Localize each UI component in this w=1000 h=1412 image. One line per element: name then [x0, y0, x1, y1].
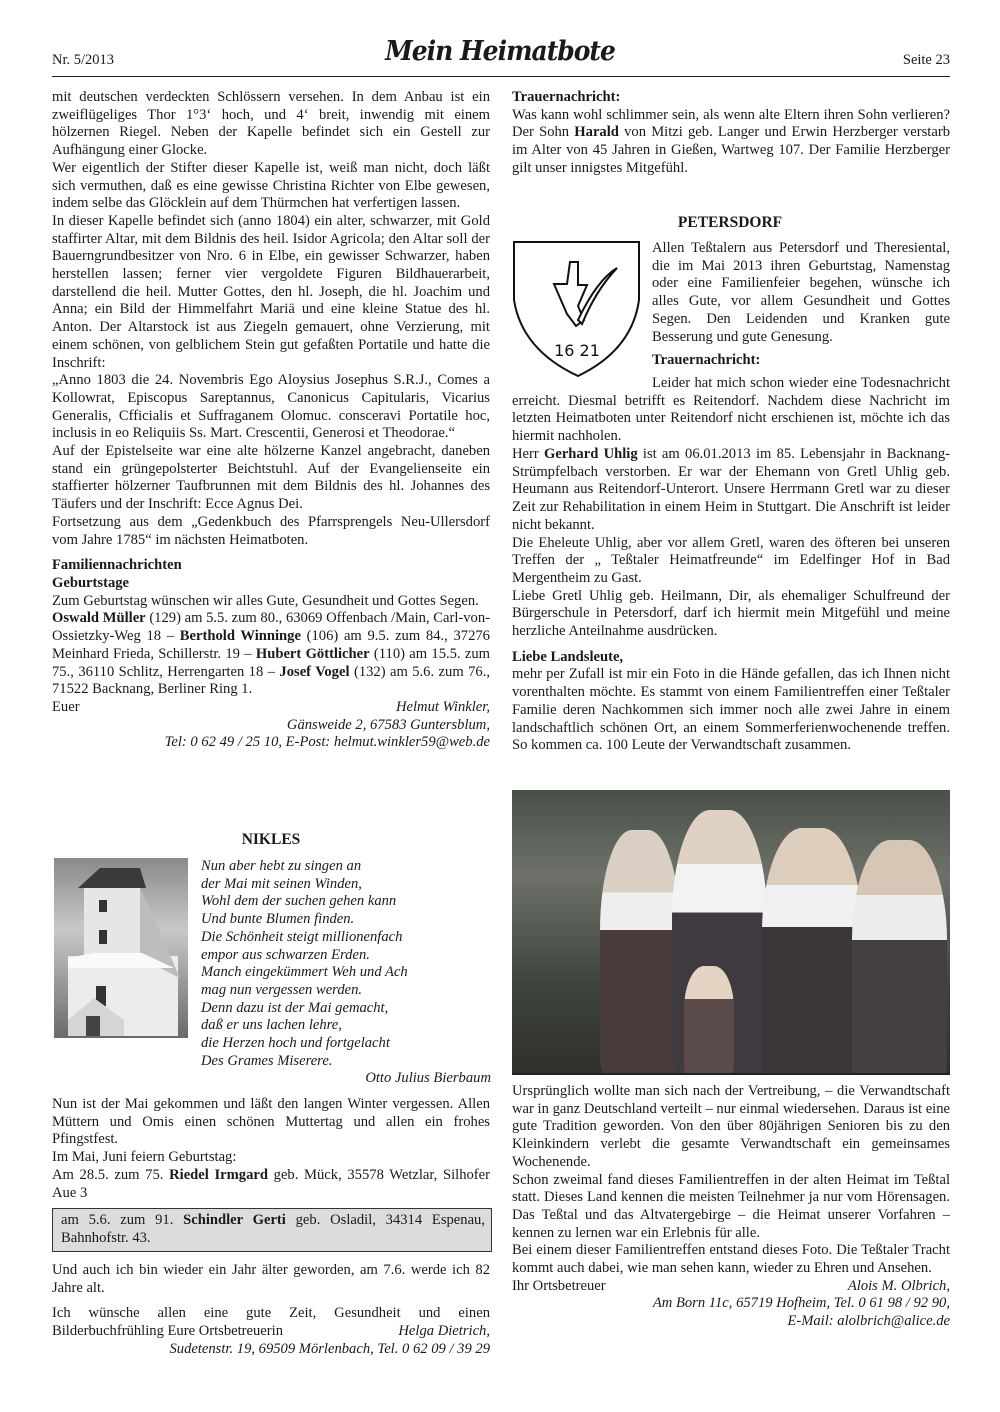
obituary-text: Herr — [512, 446, 544, 462]
photo-child — [684, 966, 734, 1075]
birthday-details: geb. Mück, 35578 Wetzlar, Silhofer Aue 3 — [52, 1166, 491, 1201]
poem-author: Otto Julius Bierbaum — [365, 1070, 491, 1087]
birthday-details: geb. Osladil, 34314 Espenau, Bahnhofstr. 43. — [61, 1212, 485, 1246]
birthday-details: (106) am 9.5. zum 84., 37276 Meinhard Frieda, Schillerstr. 19 – — [52, 628, 490, 662]
chapel-paragraph: Auf der Epistelseite war eine alte hölzerne Kanzel angebracht, daneben stand ein grüngepolsterter Beichtstuhl. Auf der Evangelienseite ein staffierter hölzerner Taufbrunnen mit dem Bildnis des hl. Johannes des Täufers und der Inschrift: Ecce Agnus Dei. — [52, 443, 490, 513]
article-paragraph: Ursprünglich wollte man sich nach der Vertreibung, – die Verwandtschaft war in ganz Deutschland verteilt – nur einmal wiedersehen. Daraus ist eine gute Tradition geworden. Von den über 80jährigen Senioren bis zu den Kleinkindern verlebt die gesamte Verwandtschaft ein gemeinsames Wochenende. — [512, 1083, 950, 1170]
poem-line: Denn dazu ist der Mai gemacht, — [201, 999, 389, 1016]
birthday-intro: Im Mai, Juni feiern Geburtstag: — [52, 1149, 237, 1166]
article-paragraph: Bei einem dieser Familientreffen entstand dieses Foto. Die Teßtaler Tracht kommt auch dabei, wie man sehen kann, wieder zu Ehren und Ansehen. — [512, 1242, 950, 1277]
photo-figure — [762, 828, 862, 1075]
section-heading: Trauernachricht: — [652, 352, 761, 369]
petersdorf-crest — [512, 240, 642, 380]
poem — [201, 858, 491, 1088]
church-photo — [54, 858, 188, 1038]
nikles-closing — [52, 1262, 490, 1359]
signoff-greeting: Euer — [52, 698, 80, 715]
closing-wish: Ich wünsche allen eine gute Zeit, Gesundheit und einen Bilderbuchfrühling Eure Ortsbetreuerin — [52, 1305, 490, 1340]
person-name: Gerhard Uhlig — [544, 446, 638, 462]
poem-line: Manch eingekümmert Weh und Ach — [201, 964, 408, 981]
poem-line: die Herzen hoch und fortgelacht — [201, 1035, 390, 1052]
birthday-details: (110) am 15.5. zum 75., 36110 Schlitz, Herrengarten 18 – — [52, 645, 491, 680]
petersdorf-greeting — [652, 240, 950, 370]
crest-shield-icon — [512, 240, 642, 380]
inscription-quote: „Anno 1803 die 24. Novembris Ego Aloysius Josephus S.R.J., Comes a Kollowrat, Episcopus Sareptannus, Canonicus Capitularis, Vicarius Generalis, Cfficialis et Suffraganem Olomuc. consceravi Portatile hoc, inclusis in eo Reliquiis Ss. Mart. Crescentii, Generosi et Theodorae.“ — [52, 372, 490, 442]
petersdorf-heading: PETERSDORF — [677, 214, 783, 231]
author-name: Alois M. Olbrich, — [847, 1277, 950, 1294]
poem-line: der Mai mit seinen Winden, — [201, 875, 362, 892]
author-birthday-note: Und auch ich bin wieder ein Jahr älter geworden, am 7.6. werde ich 82 Jahre alt. — [52, 1262, 490, 1296]
poem-line: Wohl dem der suchen gehen kann — [201, 893, 397, 910]
issue-number: Nr. 5/2013 — [52, 52, 115, 68]
page-number: Seite 23 — [902, 52, 950, 68]
poem-line: daß er uns lachen lehre, — [201, 1017, 342, 1034]
obituary-text: Die Eheleute Uhlig, aber vor allem Gretl, waren des öfteren bei unseren Treffen der „ Teßtaler Heimatfreunde“ im Edelfinger Hof in Bad Mergentheim zu Gast. — [512, 534, 950, 586]
person-name: Oswald Müller — [52, 610, 146, 627]
family-meeting-text — [512, 1083, 950, 1331]
obituary-uhlig — [512, 375, 950, 446]
highlighted-birthday-box — [52, 1208, 492, 1252]
person-name: Hubert Göttlicher — [255, 645, 370, 662]
left-column — [52, 89, 490, 752]
photo-figure — [852, 840, 947, 1075]
obituary-text: Was kann wohl schlimmer sein, als wenn alte Eltern ihren Sohn verlieren? Der Sohn — [512, 106, 950, 141]
photo-figure — [600, 830, 680, 1075]
chapel-paragraph: mit deutschen verdeckten Schlössern versehen. In dem Anbau ist ein zweiflügeliges Thor 1°3‘ hoch, und 4‘ breit, inwendig mit einem hölzernen Riegel. Neben der Kapelle befindet sich ein Gestell zur Aufhängung einer Glocke. — [52, 89, 490, 159]
author-name: Helga Dietrich, — [398, 1323, 490, 1340]
obituary-herzberger — [512, 89, 950, 178]
continuation-note: Fortsetzung aus dem „Gedenkbuch des Pfarrsprengels Neu-Ullersdorf vom Jahre 1785“ im nächsten Heimatboten. — [52, 513, 490, 548]
family-photo — [512, 790, 950, 1075]
birthday-date: am 5.6. zum 91. — [61, 1212, 184, 1228]
signoff-greeting: Ihr Ortsbetreuer — [512, 1277, 606, 1294]
poem-line: Nun aber hebt zu singen an — [201, 858, 362, 874]
chapel-paragraph: Wer eigentlich der Stifter dieser Kapelle ist, weiß man nicht, doch läßt sich vermuthen, daß es eine gewisse Christina Richter von Elbe gewesen, indem selbe das Glöcklein auf dem Thürmchen hat verfertigen lassen. — [52, 159, 490, 212]
person-name: Schindler Gerti — [183, 1212, 286, 1228]
masthead-logo: Mein Heimatbote — [385, 34, 615, 67]
greeting-text: Allen Teßtalern aus Petersdorf und Theresiental, die im Mai 2013 ihren Geburtstag, Namenstag oder eine Familienfeier begehen, wünsche ich alles Gute, vor allem Gesundheit und Gottes Segen. Den Leidenden und Kranken gute Besserung und gute Genesung. — [652, 240, 950, 345]
article-paragraph: Schon zweimal fand dieses Familientreffen in der alten Heimat im Teßtal statt. Dieses Land kennen die meisten Teilnehmer ja nur vom Hörensagen. Das Teßtal und das Altvatergebirge – die Heimat unserer Vorfahren – kennen zu lernen war ein Erlebnis für alle. — [512, 1171, 950, 1241]
obituary-text: Liebe Gretl Uhlig geb. Heilmann, Dir, als ehemaliger Schulfreund der Bürgerschule in Petersdorf, darf ich hiermit mein Mitgefühl und meine herzliche Anteilnahme ausdrücken. — [512, 587, 950, 640]
author-address: Gänsweide 2, 67583 Guntersblum, — [286, 716, 490, 733]
landsleute-text: mehr per Zufall ist mir ein Foto in die Hände gefallen, das ich Ihnen nicht vorenthalten möchte. Es stammt von einem Familientreffen einer Teßtaler Familie deren Nachkommen sich immer noch alle zwei Jahre in einem landschaftlich schönen Ort, an einem Sommerferienwochenende treffen. So kommen ca. 100 Leute der Verwandtschaft zusammen. — [512, 666, 950, 754]
birthday-list — [52, 610, 490, 699]
person-name: Riedel Irmgard — [169, 1166, 268, 1183]
person-name: Berthold Winninge — [179, 628, 301, 645]
header-rule — [52, 76, 950, 77]
section-heading: Trauernachricht: — [512, 89, 621, 105]
birthday-details: (129) am 5.5. zum 80., 63069 Offenbach /Main, Carl-von-Ossietzky-Weg 18 – — [52, 610, 490, 645]
poem-line: Des Grames Miserere. — [201, 1052, 333, 1069]
section-heading: Liebe Landsleute, — [512, 648, 624, 665]
birthday-date: Am 28.5. zum 75. — [52, 1166, 170, 1183]
poem-line: Und bunte Blumen finden. — [201, 911, 355, 928]
poem-line: Die Schönheit steigt millionenfach — [201, 928, 403, 945]
author-name: Helmut Winkler, — [395, 698, 490, 715]
chapel-paragraph: In dieser Kapelle befindet sich (anno 1804) ein alter, schwarzer, mit Gold staffirter Altar, mit dem Bildnis des heil. Isidor Agricola; den Altar soll der Bauerngrundbesitzer von Nro. 6 in Elbe, ein gewisser Schwarzer, haben herstellen lassen; ferner vier vergoldete Figuren Bildhauerarbeit, darstellend die heil. Mutter Gottes, den hl. Joseph, die hl. Joachim und Anna; ein Bild der Himmelfahrt Mariä und eine kleine Statue des hl. Anton. Der Altarstock ist aus Ziegeln gemauert, ohne Verzierung, mit einem schönen, von gelblichem Stein gut gefaßten Portatile und hatte die Inschrift: — [52, 212, 490, 371]
obituary-uhlig-cont — [512, 446, 950, 755]
birthday-intro: Zum Geburtstag wünschen wir alles Gute, Gesundheit und Gottes Segen. — [52, 592, 479, 609]
person-name: Josef Vogel — [279, 663, 350, 680]
birthday-entry — [52, 1167, 490, 1202]
poem-line: mag nun vergessen werden. — [201, 981, 363, 998]
subsection-heading: Geburtstage — [52, 574, 130, 591]
section-heading: Familiennachrichten — [52, 557, 182, 574]
author-contact: Tel: 0 62 49 / 25 10, E-Post: helmut.winkler59@web.de — [164, 734, 490, 751]
nikles-text — [52, 1096, 490, 1202]
person-name: Harald — [574, 124, 619, 141]
obituary-text: Leider hat mich schon wieder eine Todesnachricht erreicht. Diesmal betrifft es Reitendorf. Nachdem diese Nachricht im letzten Heimatboten unter Reitendorf nicht erschienen ist, möchte ich das hiermit nachholen. — [512, 375, 950, 445]
birthday-details: (132) am 5.6. zum 76., 71522 Backnang, Berliner Ring 1. — [52, 663, 490, 698]
may-greeting: Nun ist der Mai gekommen und läßt den langen Winter vergessen. Allen Müttern und Omis einen schönen Muttertag und allen ein frohes Pfingstfest. — [52, 1096, 490, 1148]
poem-line: empor aus schwarzen Erden. — [201, 946, 370, 963]
crest-year: 16 21 — [554, 341, 600, 360]
author-address: Am Born 11c, 65719 Hofheim, Tel. 0 61 98 / 92 90, — [652, 1295, 950, 1312]
obituary-text: von Mitzi geb. Langer und Erwin Herzberger verstarb im Alter von 45 Jahren in Gießen, Wartweg 107. Der Familie Herzberger gilt unser innigstes Mitgefühl. — [512, 124, 950, 176]
author-address: Sudetenstr. 19, 69509 Mörlenbach, Tel. 0 62 09 / 39 29 — [169, 1340, 490, 1357]
obituary-text: ist am 06.01.2013 im 85. Lebensjahr in Backnang-Strümpfelbach verstorben. Er war der Ehemann von Gretl Uhlig geb. Heumann aus Reitendorf-Unterort. Unsere Herrmann Gretl war zu dieser Zeit zur Rehabilitation in einem Heim in Stuttgart. Die Anschrift ist leider nicht bekannt. — [512, 446, 950, 533]
nikles-heading: NIKLES — [241, 831, 301, 848]
author-email: E-Mail: alolbrich@alice.de — [787, 1313, 950, 1330]
church-illustration — [54, 858, 188, 1038]
